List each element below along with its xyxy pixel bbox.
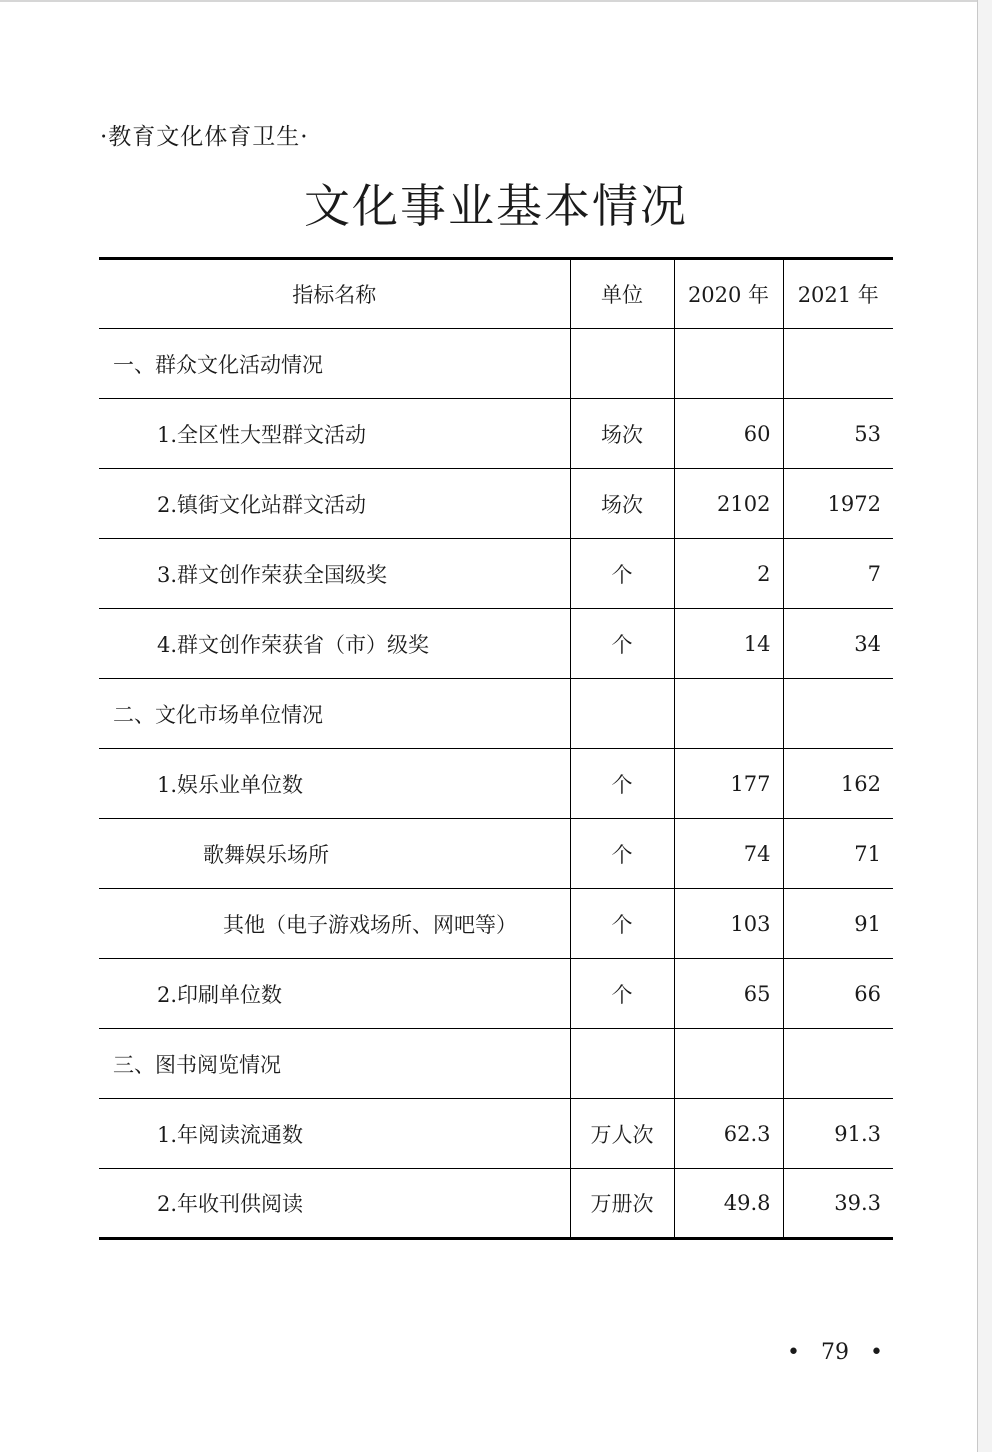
unit-cell: 个 xyxy=(570,889,674,959)
value-2021: 53 xyxy=(783,399,893,469)
unit-cell: 场次 xyxy=(570,399,674,469)
value-2021 xyxy=(783,329,893,399)
unit-cell: 个 xyxy=(570,609,674,679)
unit-cell xyxy=(570,679,674,749)
page-number-dot-left: • xyxy=(787,1340,801,1365)
table-row xyxy=(99,399,893,469)
indicator-name: 1.全区性大型群文活动 xyxy=(99,399,570,469)
value-2020: 14 xyxy=(674,609,783,679)
value-2020: 49.8 xyxy=(674,1169,783,1239)
indicator-name: 2.年收刊供阅读 xyxy=(157,1192,304,1216)
value-2021 xyxy=(783,1029,893,1099)
value-2021: 39.3 xyxy=(783,1169,893,1239)
value-2021: 1972 xyxy=(783,469,893,539)
indicator-name: 1.年阅读流通数 xyxy=(99,1099,570,1169)
indicator-name: 3.群文创作荣获全国级奖 xyxy=(99,539,570,609)
value-2021: 91 xyxy=(783,889,893,959)
indicator-name: 2.镇街文化站群文活动 xyxy=(99,469,570,539)
indicator-name: 三、图书阅览情况 xyxy=(99,1029,570,1099)
value-2020 xyxy=(674,329,783,399)
column-header-2021: 2021 年 xyxy=(783,259,893,329)
unit-cell: 个 xyxy=(570,959,674,1029)
value-2021: 7 xyxy=(783,539,893,609)
table-row xyxy=(99,1169,893,1239)
value-2020: 177 xyxy=(674,749,783,819)
column-header-indicator: 指标名称 xyxy=(99,259,570,329)
value-2021: 71 xyxy=(783,819,893,889)
table-row xyxy=(99,609,893,679)
unit-cell: 个 xyxy=(570,819,674,889)
table-row xyxy=(99,539,893,609)
column-header-2020: 2020 年 xyxy=(674,259,783,329)
value-2020: 2102 xyxy=(674,469,783,539)
value-2021: 162 xyxy=(783,749,893,819)
value-2020: 2 xyxy=(674,539,783,609)
page-number-dot-right: • xyxy=(869,1340,883,1365)
unit-cell: 场次 xyxy=(570,469,674,539)
indicator-name: 4.群文创作荣获省（市）级奖 xyxy=(99,609,570,679)
value-2020: 62.3 xyxy=(674,1099,783,1169)
value-2021: 66 xyxy=(783,959,893,1029)
table-row xyxy=(99,469,893,539)
page-number-value: 79 xyxy=(821,1340,849,1365)
unit-cell xyxy=(570,329,674,399)
value-2020 xyxy=(674,679,783,749)
table-header-row xyxy=(99,259,893,329)
page-top-edge xyxy=(0,0,992,2)
unit-cell: 万册次 xyxy=(570,1169,674,1239)
unit-cell: 个 xyxy=(570,539,674,609)
value-2020: 60 xyxy=(674,399,783,469)
section-label: ·教育文化体育卫生· xyxy=(100,124,309,150)
table-row xyxy=(99,749,893,819)
indicator-name: 二、文化市场单位情况 xyxy=(99,679,570,749)
indicator-name: 2.印刷单位数 xyxy=(99,959,570,1029)
value-2021: 91.3 xyxy=(783,1099,893,1169)
table-row xyxy=(99,1029,893,1099)
statistics-table xyxy=(99,257,893,1240)
table-row xyxy=(99,1099,893,1169)
value-2020 xyxy=(674,1029,783,1099)
page-title: 文化事业基本情况 xyxy=(304,179,688,233)
column-header-unit: 单位 xyxy=(570,259,674,329)
table-row xyxy=(99,889,893,959)
page-number xyxy=(780,1340,890,1365)
unit-cell: 万人次 xyxy=(570,1099,674,1169)
table-row xyxy=(99,959,893,1029)
value-2021: 34 xyxy=(783,609,893,679)
value-2020: 74 xyxy=(674,819,783,889)
value-2020: 65 xyxy=(674,959,783,1029)
table-row xyxy=(99,329,893,399)
unit-cell xyxy=(570,1029,674,1099)
table-row xyxy=(99,679,893,749)
table-row xyxy=(99,819,893,889)
indicator-name: 其他（电子游戏场所、网吧等） xyxy=(99,889,570,959)
unit-cell: 个 xyxy=(570,749,674,819)
indicator-name: 一、群众文化活动情况 xyxy=(99,329,570,399)
indicator-name: 1.娱乐业单位数 xyxy=(99,749,570,819)
value-2020: 103 xyxy=(674,889,783,959)
value-2021 xyxy=(783,679,893,749)
indicator-name: 歌舞娱乐场所 xyxy=(99,819,570,889)
